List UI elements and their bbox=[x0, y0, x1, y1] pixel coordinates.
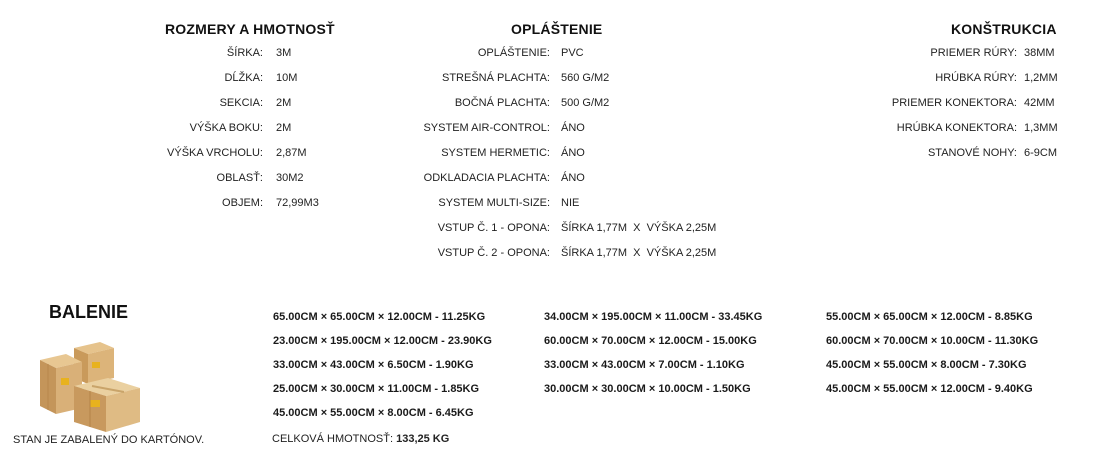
rozmery-row-value: 30M2 bbox=[276, 172, 304, 184]
oplastenie-row-value: ÁNO bbox=[561, 122, 585, 134]
rozmery-row-value: 2M bbox=[276, 122, 292, 134]
package-item: 45.00CM × 55.00CM × 12.00CM - 9.40KG bbox=[826, 383, 1033, 395]
package-item: 55.00CM × 65.00CM × 12.00CM - 8.85KG bbox=[826, 311, 1033, 323]
balenie-title: BALENIE bbox=[49, 302, 129, 322]
konstrukcia-row-value: 1,2MM bbox=[1024, 72, 1058, 84]
rozmery-row-label: ŠÍRKA: bbox=[226, 47, 263, 59]
konstrukcia-row-value: 1,3MM bbox=[1024, 122, 1058, 134]
package-item: 33.00CM × 43.00CM × 6.50CM - 1.90KG bbox=[273, 359, 474, 371]
oplastenie-row-value: 500 G/M2 bbox=[561, 97, 610, 109]
rozmery-row-value: 10M bbox=[276, 72, 298, 84]
oplastenie-row-value: PVC bbox=[561, 47, 584, 59]
konstrukcia-row-value: 42MM bbox=[1024, 97, 1055, 109]
package-item: 65.00CM × 65.00CM × 12.00CM - 11.25KG bbox=[273, 311, 486, 323]
oplastenie-row-value: ÁNO bbox=[561, 172, 585, 184]
package-item: 60.00CM × 70.00CM × 12.00CM - 15.00KG bbox=[544, 335, 757, 347]
rozmery-row-value: 2M bbox=[276, 97, 292, 109]
rozmery-row-label: SEKCIA: bbox=[219, 97, 263, 109]
total-weight-label: CELKOVÁ HMOTNOSŤ: bbox=[272, 433, 394, 445]
oplastenie-row-value: ŠÍRKA 1,77M X VÝŠKA 2,25M bbox=[561, 247, 717, 259]
rozmery-row-label: OBLASŤ: bbox=[216, 172, 263, 184]
oplastenie-row-label: OPLÁŠTENIE: bbox=[477, 47, 550, 59]
package-item: 45.00CM × 55.00CM × 8.00CM - 6.45KG bbox=[273, 407, 474, 419]
konstrukcia-row-label: HRÚBKA KONEKTORA: bbox=[896, 122, 1017, 134]
package-item: 33.00CM × 43.00CM × 7.00CM - 1.10KG bbox=[544, 359, 745, 371]
oplastenie-row-value: 560 G/M2 bbox=[561, 72, 610, 84]
oplastenie-row-label: SYSTEM AIR-CONTROL: bbox=[423, 122, 550, 134]
total-weight-value: 133,25 KG bbox=[396, 433, 450, 445]
konstrukcia-row-label: STANOVÉ NOHY: bbox=[927, 147, 1017, 159]
oplastenie-row-value: ÁNO bbox=[561, 147, 585, 159]
oplastenie-row-label: VSTUP Č. 2 - OPONA: bbox=[437, 247, 550, 259]
rozmery-row-value: 2,87M bbox=[276, 147, 307, 159]
rozmery-row-label: VÝŠKA BOKU: bbox=[189, 122, 263, 134]
rozmery-row-label: OBJEM: bbox=[222, 197, 263, 209]
konstrukcia-row-value: 6-9CM bbox=[1024, 147, 1058, 159]
konstrukcia-row-label: PRIEMER KONEKTORA: bbox=[891, 97, 1017, 109]
rozmery-row-value: 72,99M3 bbox=[276, 197, 319, 209]
oplastenie-row-label: SYSTEM HERMETIC: bbox=[441, 147, 550, 159]
konstrukcia-row-label: PRIEMER RÚRY: bbox=[930, 47, 1017, 59]
packaging-note: STAN JE ZABALENÝ DO KARTÓNOV. bbox=[13, 434, 205, 446]
konstrukcia-row-label: HRÚBKA RÚRY: bbox=[935, 72, 1017, 84]
oplastenie-row-label: BOČNÁ PLACHTA: bbox=[454, 97, 550, 109]
package-item: 23.00CM × 195.00CM × 12.00CM - 23.90KG bbox=[273, 335, 492, 347]
package-item: 30.00CM × 30.00CM × 10.00CM - 1.50KG bbox=[544, 383, 751, 395]
rozmery-row-label: VÝŠKA VRCHOLU: bbox=[167, 147, 263, 159]
rozmery-row-label: DĹŽKA: bbox=[224, 72, 263, 84]
total-weight bbox=[272, 433, 449, 445]
konstrukcia-title: KONŠTRUKCIA bbox=[951, 21, 1057, 37]
cardboard-boxes-icon bbox=[34, 334, 146, 434]
oplastenie-row-value: NIE bbox=[561, 197, 580, 209]
package-item: 34.00CM × 195.00CM × 11.00CM - 33.45KG bbox=[544, 311, 763, 323]
oplastenie-row-value: ŠÍRKA 1,77M X VÝŠKA 2,25M bbox=[561, 222, 717, 234]
konstrukcia-row-value: 38MM bbox=[1024, 47, 1055, 59]
package-item: 60.00CM × 70.00CM × 10.00CM - 11.30KG bbox=[826, 335, 1039, 347]
oplastenie-title: OPLÁŠTENIE bbox=[511, 21, 603, 37]
package-item: 25.00CM × 30.00CM × 11.00CM - 1.85KG bbox=[273, 383, 480, 395]
oplastenie-row-label: STREŠNÁ PLACHTA: bbox=[442, 72, 550, 84]
package-item: 45.00CM × 55.00CM × 8.00CM - 7.30KG bbox=[826, 359, 1027, 371]
oplastenie-row-label: SYSTEM MULTI-SIZE: bbox=[438, 197, 550, 209]
rozmery-row-value: 3M bbox=[276, 47, 292, 59]
rozmery-title: ROZMERY A HMOTNOSŤ bbox=[165, 21, 335, 37]
oplastenie-row-label: VSTUP Č. 1 - OPONA: bbox=[437, 222, 550, 234]
oplastenie-row-label: ODKLADACIA PLACHTA: bbox=[423, 172, 550, 184]
